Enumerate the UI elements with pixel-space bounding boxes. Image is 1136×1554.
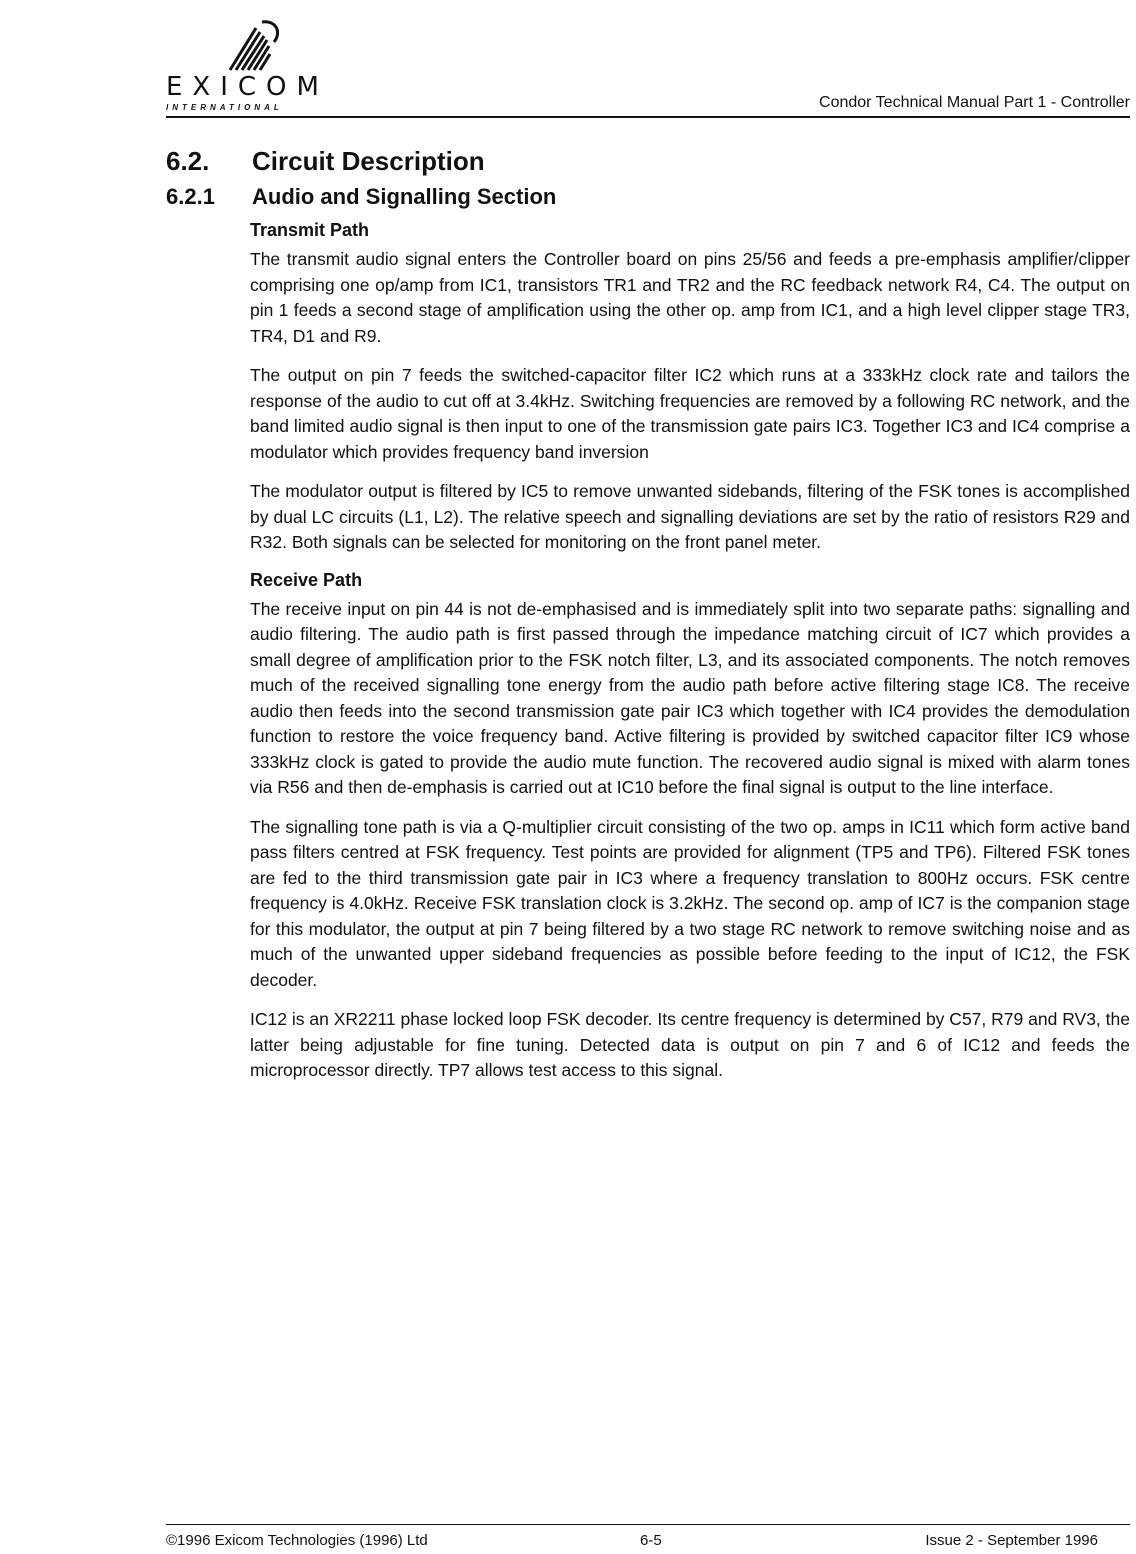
header-divider <box>166 116 1130 118</box>
paragraph: The output on pin 7 feeds the switched-capacitor filter IC2 which runs at a 333kHz clock rate and tailors the response of the audio to cut off at 3.4kHz. Switching frequencies are removed by a following RC network, and the band limited audio signal is then input to one of the transmission gate pairs IC3. Together IC3 and IC4 comprise a modulator which provides frequency band inversion <box>250 365 1130 462</box>
footer-divider <box>166 1524 1130 1525</box>
section-number: 6.2. <box>166 146 210 176</box>
paragraph: The transmit audio signal enters the Controller board on pins 25/56 and feeds a pre-emphasis amplifier/clipper comprising one op/amp from IC1, transistors TR1 and TR2 and the RC feedback network R4, C4. The output on pin 1 feeds a second stage of amplification using the other op. amp from IC1, and a high level clipper stage TR3, TR4, D1 and R9. <box>250 249 1130 346</box>
paragraph: The signalling tone path is via a Q-multiplier circuit consisting of the two op. amps in IC11 which form active band pass filters centred at FSK frequency. Test points are provided for alignment (TP5 and TP6). Filtered FSK tones are fed to the third transmission gate pair in IC3 where a frequency translation to 800Hz occurs. FSK centre frequency is 4.0kHz. Receive FSK translation clock is 3.2kHz. The second op. amp of IC7 is the companion stage for this modulator, the output at pin 7 being filtered by a two stage RC network to remove switching noise and as much of the unwanted upper sideband frequencies as possible before feeding to the input of IC12, the FSK decoder. <box>250 816 1130 990</box>
company-logo <box>166 18 346 118</box>
paragraph: IC12 is an XR2211 phase locked loop FSK decoder. Its centre frequency is determined by C57, R79 and RV3, the latter being adjustable for fine tuning. Detected data is output on pin 7 and 6 of IC12 and feeds the microprocessor directly. TP7 allows test access to this signal. <box>250 1009 1130 1080</box>
subsection-number: 6.2.1 <box>166 184 215 209</box>
exicom-logo-mark-icon <box>210 18 290 74</box>
paragraph: The receive input on pin 44 is not de-emphasised and is immediately split into two separate paths: signalling and audio filtering. The audio path is first passed through the impedance matching circuit of IC7 which provides a small degree of amplification prior to the FSK notch filter, L3, and its associated components. The notch removes much of the received signalling tone energy from the audio path before active filtering stage IC8. The receive audio then feeds into the second transmission gate pair IC3 which together with IC4 provides the demodulation function to restore the voice frequency band. Active filtering is provided by switched capacitor filter IC9 whose 333kHz clock is gated to provide the audio mute function. The recovered audio signal is mixed with alarm tones via R56 and then de-emphasis is carried out at IC10 before the final signal is output to the line interface. <box>250 598 1130 797</box>
paragraph: The modulator output is filtered by IC5 to remove unwanted sidebands, filtering of the FSK tones is accomplished by dual LC circuits (L1, L2). The relative speech and signalling deviations are set by the ratio of resistors R29 and R32. Both signals can be selected for monitoring on the front panel meter. <box>250 481 1130 552</box>
subsection-heading <box>166 184 556 210</box>
receive-heading: Receive Path <box>250 569 363 590</box>
section-heading <box>166 146 485 177</box>
section-title: Circuit Description <box>252 146 485 176</box>
manual-title: Condor Technical Manual Part 1 - Controller <box>819 94 1130 111</box>
logo-wordmark: EXICOM <box>166 72 329 102</box>
logo-subtitle: INTERNATIONAL <box>166 103 283 112</box>
subsection-title: Audio and Signalling Section <box>252 184 557 209</box>
transmit-heading: Transmit Path <box>250 220 370 240</box>
footer-page-number: 6-5 <box>640 1532 662 1549</box>
footer-copyright: ©1996 Exicom Technologies (1996) Ltd <box>166 1532 428 1549</box>
body-content <box>250 220 1130 1098</box>
footer-issue: Issue 2 - September 1996 <box>925 1532 1098 1549</box>
